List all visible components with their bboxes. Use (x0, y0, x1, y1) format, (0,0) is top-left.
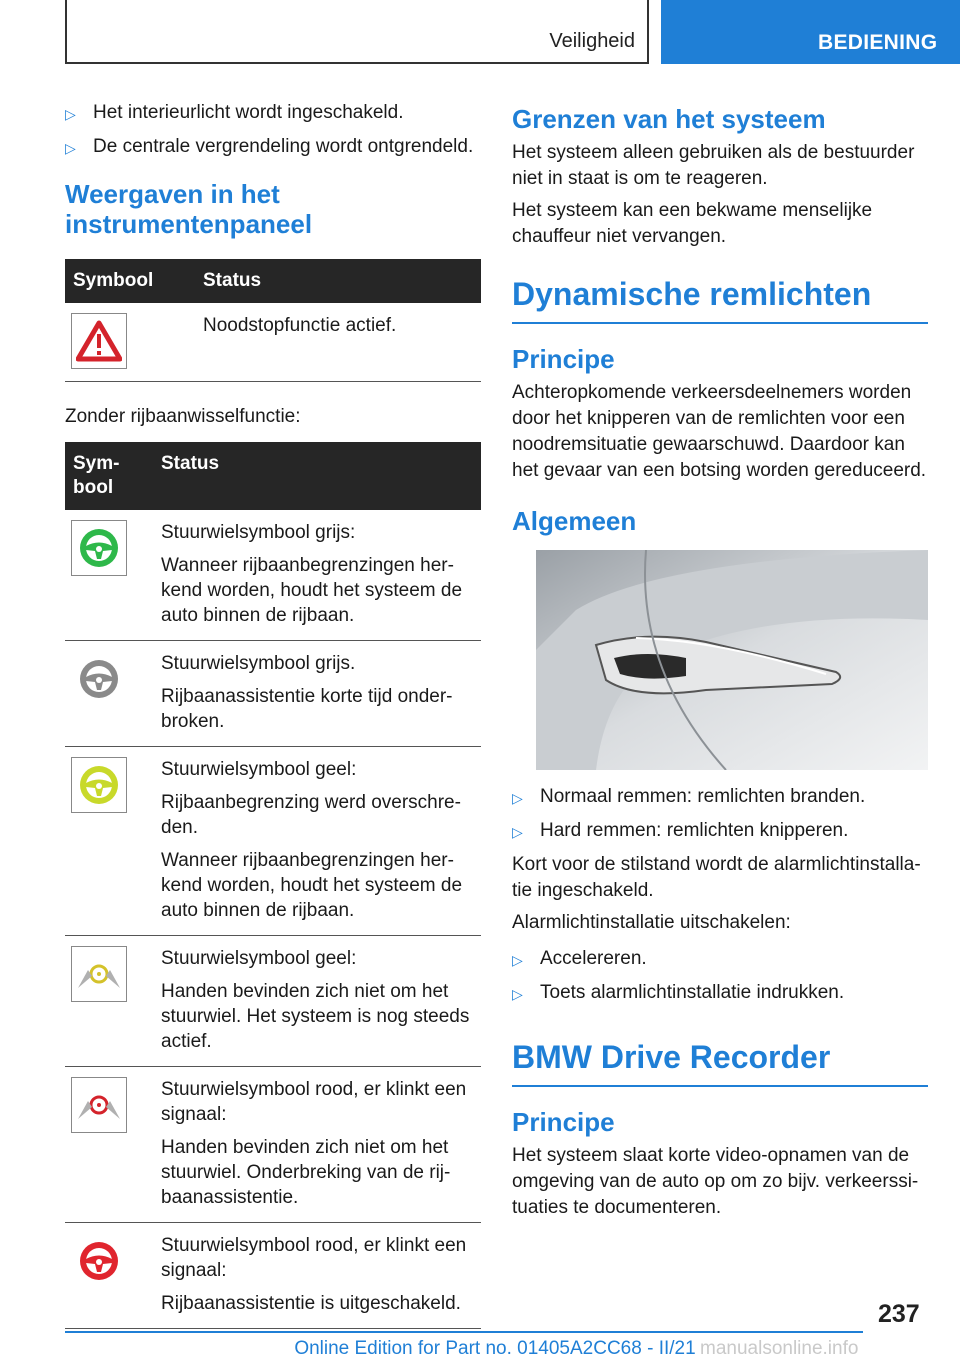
hands-off-yellow-icon (71, 946, 127, 1002)
list-item: ▷ Accelereren. (512, 946, 928, 973)
paragraph: Alarmlichtinstallatie uitschakelen: (512, 912, 791, 933)
paragraph: Het systeem alleen gebruiken als de bestuurder niet in staat is om te reageren. (512, 142, 915, 189)
column-header: Status (153, 442, 481, 510)
triangle-bullet-icon: ▷ (65, 106, 76, 122)
section-heading: Grenzen van het systeem (512, 104, 826, 134)
paragraph: Achteropkomende verkeersdeelnemers worden door het knipperen van de remlichten voor een noodremsituatie gewaarschuwd. Daardoor kan het gevaar van een botsing worden gereduceerd. (512, 382, 927, 481)
symbol-table-1 (65, 259, 481, 382)
column-header: Symbool (65, 259, 195, 303)
triangle-bullet-icon: ▷ (512, 790, 523, 806)
steering-wheel-red-icon (71, 1233, 127, 1289)
right-column (512, 100, 928, 1227)
column-header: Sym- bool (73, 453, 120, 498)
table-row: Stuurwielsymbool geel: Handen bevinden zich niet om het stuurwiel. Het systeem is nog steeds actief. (65, 936, 481, 1067)
header-box (65, 0, 649, 64)
intro-text: Zonder rijbaanwisselfunctie: (65, 406, 301, 427)
list-item: ▷ De centrale vergrendeling wordt ontgrendeld. (65, 134, 481, 161)
chapter-tab[interactable]: BEDIENING (661, 0, 960, 64)
triangle-bullet-icon: ▷ (65, 140, 76, 156)
triangle-bullet-icon: ▷ (512, 952, 523, 968)
section-heading: Principe (512, 344, 615, 374)
page-number: 237 (878, 1300, 920, 1328)
symbol-table-2 (65, 442, 481, 1329)
triangle-bullet-icon: ▷ (512, 824, 523, 840)
section-heading: Weergaven in het instrumentenpaneel (65, 179, 313, 239)
table-row: Stuurwielsymbool grijs. Rijbaanassistentie korte tijd onder-broken. (65, 641, 481, 747)
paragraph: Het systeem slaat korte video-opnamen van de omgeving van de auto op om zo bijv. verkeerssi-tuaties te documenteren. (512, 1145, 919, 1218)
section-title: Veiligheid (549, 30, 635, 52)
triangle-bullet-icon: ▷ (512, 986, 523, 1002)
footer-divider (65, 1331, 863, 1333)
hands-off-red-icon (71, 1077, 127, 1133)
paragraph: Het systeem kan een bekwame menselijke chauffeur niet vervangen. (512, 200, 873, 247)
table-row: Stuurwielsymbool geel: Rijbaanbegrenzing werd overschre-den. Wanneer rijbaanbegrenzingen her-kend worden, houdt het systeem de auto binnen de rijbaan. (65, 747, 481, 936)
section-heading: Principe (512, 1107, 615, 1137)
steering-wheel-grey-icon (71, 651, 127, 707)
list-item: ▷ Toets alarmlichtinstallatie indrukken. (512, 980, 928, 1007)
footer-edition: Online Edition for Part no. 01405A2CC68 - II/21 (294, 1338, 696, 1359)
steering-wheel-green-icon (71, 520, 127, 576)
table-row: Stuurwielsymbool grijs: Wanneer rijbaanbegrenzingen her-kend worden, houdt het systeem de auto binnen de rijbaan. (65, 510, 481, 641)
left-column (65, 100, 481, 1329)
list-item: ▷ Het interieurlicht wordt ingeschakeld. (65, 100, 481, 127)
table-row: Stuurwielsymbool rood, er klinkt een signaal: Rijbaanassistentie is uitgeschakeld. (65, 1223, 481, 1329)
paragraph: Kort voor de stilstand wordt de alarmlichtinstalla-tie ingeschakeld. (512, 854, 921, 901)
column-header: Status (195, 259, 481, 303)
table-row: Stuurwielsymbool rood, er klinkt een signaal: Handen bevinden zich niet om het stuurwiel. Onderbreking van de rij-baanassistentie. (65, 1067, 481, 1223)
chapter-heading: BMW Drive Recorder (512, 1037, 928, 1087)
steering-wheel-yellow-icon (71, 757, 127, 813)
warning-triangle-icon (71, 313, 127, 369)
tail-light-photo (536, 550, 928, 770)
chapter-heading: Dynamische remlichten (512, 274, 928, 324)
section-heading: Algemeen (512, 506, 637, 536)
watermark: manualsonline.info (700, 1338, 859, 1359)
list-item: ▷ Normaal remmen: remlichten branden. (512, 784, 928, 811)
list-item: ▷ Hard remmen: remlichten knipperen. (512, 818, 928, 845)
table-row: Noodstopfunctie actief. (65, 303, 481, 382)
